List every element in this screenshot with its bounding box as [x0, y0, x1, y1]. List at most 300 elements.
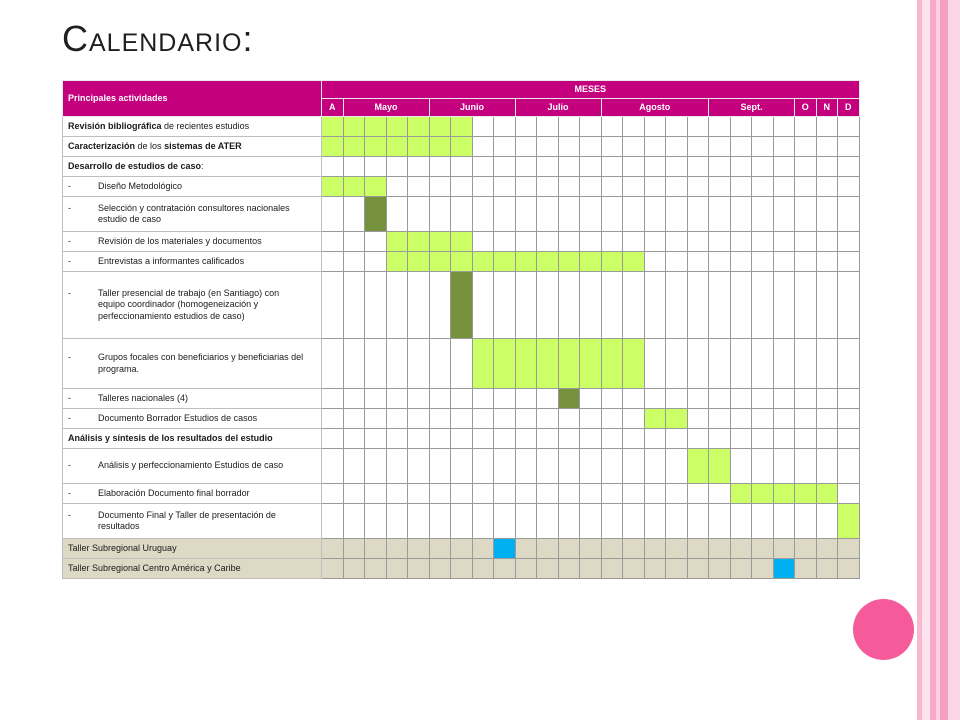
timeline-cell — [687, 137, 709, 157]
timeline-cell — [666, 232, 688, 252]
timeline-cell — [687, 232, 709, 252]
timeline-cell — [730, 389, 752, 409]
timeline-cell — [451, 429, 473, 449]
month-header-cell: D — [838, 99, 860, 117]
timeline-cell — [838, 137, 860, 157]
timeline-cell — [687, 117, 709, 137]
timeline-cell — [752, 272, 774, 339]
timeline-cell — [365, 339, 387, 389]
timeline-bar-light — [451, 252, 473, 272]
timeline-bar-light — [386, 252, 408, 272]
timeline-cell — [773, 429, 795, 449]
activity-row — [63, 539, 860, 559]
timeline-cell — [343, 409, 365, 429]
bullet-dash: - — [68, 392, 71, 403]
decor-circle — [853, 599, 914, 660]
timeline-cell — [429, 539, 451, 559]
timeline-cell — [472, 504, 494, 539]
timeline-bar-light — [494, 339, 516, 389]
timeline-cell — [795, 252, 817, 272]
timeline-cell — [322, 449, 344, 484]
timeline-cell — [515, 559, 537, 579]
timeline-cell — [386, 484, 408, 504]
timeline-cell — [343, 197, 365, 232]
timeline-cell — [343, 232, 365, 252]
timeline-cell — [580, 429, 602, 449]
timeline-bar-light — [558, 252, 580, 272]
timeline-cell — [709, 559, 731, 579]
timeline-cell — [644, 272, 666, 339]
timeline-cell — [666, 449, 688, 484]
timeline-cell — [580, 272, 602, 339]
timeline-cell — [494, 389, 516, 409]
timeline-cell — [795, 232, 817, 252]
timeline-cell — [537, 449, 559, 484]
activities-header: Principales actividades — [63, 81, 322, 117]
timeline-cell — [666, 177, 688, 197]
timeline-cell — [730, 157, 752, 177]
timeline-bar-light — [472, 339, 494, 389]
timeline-cell — [558, 429, 580, 449]
timeline-cell — [558, 504, 580, 539]
timeline-cell — [494, 272, 516, 339]
timeline-cell — [429, 429, 451, 449]
timeline-cell — [644, 117, 666, 137]
timeline-cell — [773, 272, 795, 339]
timeline-cell — [601, 197, 623, 232]
timeline-cell — [537, 157, 559, 177]
timeline-cell — [709, 177, 731, 197]
timeline-cell — [644, 197, 666, 232]
timeline-cell — [343, 449, 365, 484]
timeline-bar-light — [408, 137, 430, 157]
timeline-cell — [408, 484, 430, 504]
activity-text: Taller Subregional Uruguay — [68, 542, 177, 553]
timeline-bar-light — [451, 232, 473, 252]
timeline-cell — [709, 429, 731, 449]
timeline-cell — [601, 272, 623, 339]
bullet-dash: - — [68, 255, 71, 266]
timeline-cell — [752, 252, 774, 272]
timeline-cell — [558, 177, 580, 197]
timeline-bar-light — [386, 232, 408, 252]
timeline-cell — [451, 409, 473, 429]
timeline-cell — [343, 504, 365, 539]
timeline-cell — [408, 157, 430, 177]
timeline-cell — [730, 449, 752, 484]
timeline-cell — [365, 409, 387, 429]
timeline-cell — [343, 559, 365, 579]
timeline-cell — [451, 177, 473, 197]
timeline-cell — [386, 409, 408, 429]
timeline-cell — [752, 449, 774, 484]
activity-text: de los — [135, 140, 165, 151]
activity-row — [63, 157, 860, 177]
timeline-cell — [365, 252, 387, 272]
timeline-cell — [687, 429, 709, 449]
timeline-cell — [365, 232, 387, 252]
decor-stripe-6 — [948, 0, 960, 720]
timeline-cell — [601, 484, 623, 504]
activity-row — [63, 409, 860, 429]
activity-row — [63, 197, 860, 232]
timeline-cell — [623, 197, 645, 232]
timeline-cell — [365, 429, 387, 449]
timeline-cell — [429, 157, 451, 177]
timeline-cell — [580, 117, 602, 137]
timeline-cell — [666, 429, 688, 449]
timeline-bar-dark — [558, 389, 580, 409]
activity-row — [63, 232, 860, 252]
timeline-cell — [730, 117, 752, 137]
timeline-cell — [644, 539, 666, 559]
timeline-cell — [472, 409, 494, 429]
timeline-cell — [773, 389, 795, 409]
bullet-dash: - — [68, 202, 71, 213]
timeline-cell — [838, 449, 860, 484]
timeline-cell — [322, 272, 344, 339]
timeline-cell — [666, 484, 688, 504]
timeline-bar-light — [408, 117, 430, 137]
timeline-cell — [838, 177, 860, 197]
timeline-cell — [558, 117, 580, 137]
timeline-cell — [687, 504, 709, 539]
timeline-cell — [623, 232, 645, 252]
timeline-cell — [515, 117, 537, 137]
timeline-cell — [343, 157, 365, 177]
timeline-cell — [408, 504, 430, 539]
timeline-cell — [537, 272, 559, 339]
activity-label — [63, 539, 322, 559]
bullet-dash: - — [68, 412, 71, 423]
timeline-cell — [709, 504, 731, 539]
timeline-cell — [816, 117, 838, 137]
activity-label — [63, 389, 322, 409]
timeline-cell — [623, 137, 645, 157]
timeline-cell — [666, 272, 688, 339]
timeline-cell — [537, 389, 559, 409]
timeline-cell — [752, 157, 774, 177]
timeline-cell — [429, 389, 451, 409]
timeline-cell — [451, 539, 473, 559]
timeline-cell — [601, 539, 623, 559]
timeline-cell — [537, 232, 559, 252]
timeline-cell — [752, 539, 774, 559]
timeline-bar-light — [494, 252, 516, 272]
timeline-cell — [537, 197, 559, 232]
timeline-cell — [386, 504, 408, 539]
timeline-cell — [795, 429, 817, 449]
timeline-cell — [816, 157, 838, 177]
timeline-cell — [322, 504, 344, 539]
timeline-bar-light — [343, 117, 365, 137]
timeline-cell — [816, 559, 838, 579]
timeline-cell — [795, 177, 817, 197]
gantt-body — [63, 117, 860, 579]
timeline-cell — [558, 449, 580, 484]
timeline-cell — [558, 157, 580, 177]
timeline-cell — [601, 117, 623, 137]
timeline-cell — [644, 559, 666, 579]
timeline-cell — [816, 504, 838, 539]
timeline-cell — [623, 504, 645, 539]
timeline-bar-light — [601, 339, 623, 389]
timeline-bar-light — [558, 339, 580, 389]
timeline-cell — [709, 389, 731, 409]
month-header-cell: Sept. — [709, 99, 795, 117]
timeline-cell — [472, 197, 494, 232]
timeline-cell — [429, 449, 451, 484]
timeline-cell — [343, 272, 365, 339]
timeline-cell — [795, 559, 817, 579]
timeline-bar-light — [666, 409, 688, 429]
timeline-bar-light — [322, 177, 344, 197]
timeline-bar-light — [472, 252, 494, 272]
timeline-cell — [666, 157, 688, 177]
timeline-cell — [472, 137, 494, 157]
month-header-cell: Agosto — [601, 99, 709, 117]
decor-stripe-5 — [940, 0, 948, 720]
activity-bold-text: Revisión bibliográfica — [68, 120, 162, 131]
timeline-bar-light — [752, 484, 774, 504]
timeline-cell — [580, 484, 602, 504]
timeline-cell — [322, 559, 344, 579]
timeline-cell — [644, 252, 666, 272]
timeline-cell — [515, 429, 537, 449]
timeline-cell — [472, 484, 494, 504]
timeline-cell — [343, 429, 365, 449]
timeline-bar-light — [687, 449, 709, 484]
month-header-cell: Julio — [515, 99, 601, 117]
timeline-cell — [816, 252, 838, 272]
timeline-cell — [795, 449, 817, 484]
timeline-cell — [752, 177, 774, 197]
timeline-cell — [644, 232, 666, 252]
timeline-cell — [601, 177, 623, 197]
activity-row — [63, 252, 860, 272]
timeline-cell — [773, 504, 795, 539]
timeline-cell — [601, 449, 623, 484]
timeline-cell — [580, 177, 602, 197]
activity-row — [63, 137, 860, 157]
timeline-cell — [322, 484, 344, 504]
activity-text: Entrevistas a informantes calificados — [98, 255, 245, 266]
activity-row — [63, 117, 860, 137]
gantt-table — [62, 80, 860, 579]
timeline-bar-dark — [451, 272, 473, 339]
timeline-cell — [687, 339, 709, 389]
activity-text: Elaboración Documento final borrador — [98, 487, 250, 498]
timeline-cell — [623, 177, 645, 197]
timeline-cell — [451, 197, 473, 232]
month-header-cell: O — [795, 99, 817, 117]
timeline-cell — [623, 117, 645, 137]
activity-label — [63, 232, 322, 252]
timeline-cell — [494, 232, 516, 252]
timeline-bar-light — [365, 137, 387, 157]
timeline-cell — [494, 157, 516, 177]
timeline-cell — [752, 504, 774, 539]
timeline-bar-light — [322, 137, 344, 157]
timeline-cell — [666, 504, 688, 539]
timeline-cell — [515, 157, 537, 177]
timeline-cell — [322, 539, 344, 559]
timeline-bar-light — [365, 177, 387, 197]
activity-row — [63, 177, 860, 197]
decor-stripe-2 — [922, 0, 930, 720]
timeline-cell — [343, 484, 365, 504]
timeline-cell — [558, 539, 580, 559]
timeline-cell — [558, 409, 580, 429]
activity-label — [63, 252, 322, 272]
timeline-cell — [365, 504, 387, 539]
timeline-bar-light — [816, 484, 838, 504]
timeline-cell — [580, 137, 602, 157]
activity-bold-text: Análisis y síntesis de los resultados del estudio — [68, 432, 273, 443]
timeline-cell — [816, 429, 838, 449]
timeline-cell — [580, 504, 602, 539]
timeline-bar-light — [343, 137, 365, 157]
timeline-cell — [558, 137, 580, 157]
timeline-bar-light — [408, 232, 430, 252]
timeline-cell — [429, 177, 451, 197]
timeline-cell — [558, 197, 580, 232]
timeline-cell — [386, 339, 408, 389]
activity-row — [63, 339, 860, 389]
timeline-cell — [580, 197, 602, 232]
bullet-dash: - — [68, 288, 71, 299]
timeline-cell — [666, 117, 688, 137]
timeline-cell — [709, 232, 731, 252]
timeline-cell — [709, 409, 731, 429]
timeline-cell — [386, 559, 408, 579]
timeline-cell — [386, 197, 408, 232]
timeline-cell — [601, 559, 623, 579]
timeline-cell — [730, 539, 752, 559]
timeline-cell — [644, 157, 666, 177]
timeline-cell — [666, 559, 688, 579]
slide-title: Calendario: — [62, 18, 254, 59]
timeline-cell — [537, 117, 559, 137]
bullet-dash: - — [68, 509, 71, 520]
timeline-cell — [816, 137, 838, 157]
timeline-cell — [752, 232, 774, 252]
timeline-cell — [494, 449, 516, 484]
timeline-cell — [408, 339, 430, 389]
timeline-cell — [472, 232, 494, 252]
timeline-cell — [730, 429, 752, 449]
timeline-cell — [623, 429, 645, 449]
timeline-cell — [601, 389, 623, 409]
timeline-cell — [537, 137, 559, 157]
timeline-cell — [816, 197, 838, 232]
timeline-bar-light — [386, 137, 408, 157]
timeline-cell — [773, 137, 795, 157]
timeline-bar-light — [709, 449, 731, 484]
timeline-bar-light — [537, 339, 559, 389]
timeline-cell — [644, 504, 666, 539]
timeline-cell — [795, 137, 817, 157]
timeline-cell — [537, 429, 559, 449]
timeline-cell — [451, 389, 473, 409]
timeline-cell — [515, 409, 537, 429]
timeline-bar-light — [580, 339, 602, 389]
timeline-cell — [773, 177, 795, 197]
timeline-cell — [730, 559, 752, 579]
timeline-cell — [451, 339, 473, 389]
timeline-cell — [408, 449, 430, 484]
timeline-cell — [601, 137, 623, 157]
timeline-cell — [687, 197, 709, 232]
timeline-cell — [429, 504, 451, 539]
activity-label — [63, 449, 322, 484]
timeline-bar-light — [429, 137, 451, 157]
timeline-cell — [322, 232, 344, 252]
timeline-bar-blue — [494, 539, 516, 559]
timeline-cell — [408, 429, 430, 449]
timeline-cell — [365, 559, 387, 579]
timeline-cell — [322, 429, 344, 449]
timeline-cell — [838, 272, 860, 339]
timeline-cell — [494, 117, 516, 137]
timeline-cell — [795, 504, 817, 539]
activity-label — [63, 409, 322, 429]
timeline-cell — [558, 559, 580, 579]
timeline-cell — [666, 197, 688, 232]
timeline-cell — [343, 539, 365, 559]
timeline-cell — [472, 272, 494, 339]
timeline-cell — [838, 232, 860, 252]
timeline-cell — [408, 389, 430, 409]
timeline-cell — [515, 177, 537, 197]
timeline-cell — [773, 409, 795, 429]
timeline-cell — [687, 559, 709, 579]
timeline-cell — [322, 197, 344, 232]
activity-row — [63, 449, 860, 484]
timeline-cell — [838, 539, 860, 559]
timeline-cell — [558, 232, 580, 252]
timeline-cell — [838, 484, 860, 504]
timeline-cell — [687, 252, 709, 272]
activity-text: Análisis y perfeccionamiento Estudios de caso — [98, 460, 284, 471]
activity-row — [63, 429, 860, 449]
timeline-cell — [429, 409, 451, 429]
timeline-cell — [494, 409, 516, 429]
timeline-cell — [666, 539, 688, 559]
timeline-cell — [537, 177, 559, 197]
timeline-cell — [730, 409, 752, 429]
timeline-cell — [322, 389, 344, 409]
timeline-cell — [816, 409, 838, 429]
timeline-cell — [580, 409, 602, 429]
timeline-cell — [343, 339, 365, 389]
timeline-bar-light — [408, 252, 430, 272]
timeline-cell — [730, 252, 752, 272]
timeline-cell — [795, 197, 817, 232]
timeline-cell — [623, 409, 645, 429]
timeline-cell — [343, 389, 365, 409]
timeline-cell — [322, 252, 344, 272]
timeline-cell — [472, 389, 494, 409]
timeline-bar-light — [838, 504, 860, 539]
timeline-bar-light — [429, 117, 451, 137]
timeline-cell — [601, 429, 623, 449]
activity-row — [63, 504, 860, 539]
timeline-cell — [580, 449, 602, 484]
timeline-cell — [472, 559, 494, 579]
timeline-cell — [795, 409, 817, 429]
timeline-cell — [838, 559, 860, 579]
